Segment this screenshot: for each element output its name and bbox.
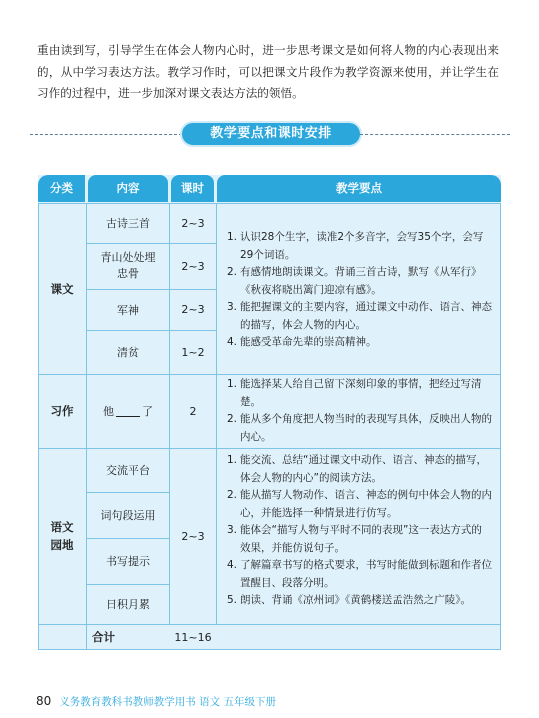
hours-cell: 2 (189, 404, 197, 418)
total-label: 合计 (92, 630, 115, 644)
hours-cell: 2~3 (181, 303, 205, 316)
divider-left (30, 134, 182, 135)
list-item: 4. 能感受革命先辈的崇高精神。 (227, 336, 377, 348)
category-kewen: 课文 (50, 281, 74, 296)
list-item: 5. 朗读、背诵《凉州词》《黄鹤楼送孟浩然之广陵》。 (227, 594, 471, 606)
lesson-table (38, 175, 501, 650)
points-kewen (227, 229, 492, 352)
hours-cell: 2~3 (181, 216, 205, 230)
list-item: 1. 认识28个生字，读准2个多音字，会写35个字，会写29个词语。 (227, 231, 484, 261)
list-item: 1. 能选择某人给自己留下深刻印象的事情，把经过写清楚。 (227, 378, 482, 408)
header-points: 教学要点 (217, 175, 501, 202)
content-suffix: 了 (142, 405, 153, 418)
total-hours: 11~16 (174, 630, 212, 644)
section-title: 教学要点和课时安排 (180, 121, 362, 147)
page-footer (36, 694, 276, 709)
points-xizuo (227, 376, 492, 446)
content-cell: 词句段运用 (100, 509, 156, 522)
blank-line (116, 406, 140, 417)
intro-text: 重由读到写，引导学生在体会人物内心时，进一步思考课文是如何将人物的内心表现出来的，从中学习表达方法。教学习作时，可以把课文片段作为教学资源来使用，并让学生在习作的过程中，进一步加深对课文表达方法的领悟。 (37, 43, 499, 100)
content-cell: 军神 (117, 303, 139, 317)
points-yuwenyuandi (227, 452, 492, 610)
list-item: 3. 能把握课文的主要内容，通过课文中动作、语言、神态的描写，体会人物的内心。 (227, 301, 492, 331)
header-hours: 课时 (171, 175, 214, 202)
list-item: 4. 了解篇章书写的格式要求，书写时能做到标题和作者位置醒目、段落分明。 (227, 559, 492, 589)
footer-text: 义务教育教科书教师教学用书 语文 五年级下册 (59, 696, 276, 708)
list-item: 2. 能从多个角度把人物当时的表现写具体，反映出人物的内心。 (227, 413, 492, 443)
list-item: 3. 能体会“描写人物与平时不同的表现”这一表达方式的效果，并能仿说句子。 (227, 524, 482, 554)
hours-cell: 2~3 (181, 259, 205, 273)
list-item: 2. 有感情地朗读课文。背诵三首古诗，默写《从军行》《秋夜将晓出篱门迎凉有感》。 (227, 266, 482, 296)
content-cell: 古诗三首 (106, 217, 150, 230)
hours-cell: 1~2 (181, 345, 205, 359)
list-item: 1. 能交流、总结“通过课文中动作、语言、神态的描写，体会人物的内心”的阅读方法。 (227, 454, 487, 484)
divider-right (360, 134, 510, 135)
page-number: 80 (36, 694, 52, 708)
category-xizuo: 习作 (50, 404, 74, 418)
content-cell: 书写提示 (106, 555, 150, 568)
grid-line (216, 203, 217, 624)
list-item: 2. 能从描写人物动作、语言、神态的例句中体会人物的内心，并能选择一种情景进行仿写。 (227, 489, 492, 519)
content-cell: 日积月累 (106, 598, 150, 611)
content-cell: 交流平台 (106, 464, 150, 477)
section-header (30, 121, 510, 149)
intro-paragraph (37, 40, 499, 105)
content-cell: 青山处处埋忠骨 (100, 251, 156, 280)
category-yuwenyuandi: 语文园地 (50, 520, 74, 552)
content-cell: 清贫 (117, 346, 139, 359)
hours-cell: 2~3 (181, 529, 205, 543)
content-prefix: 他 (103, 405, 114, 418)
header-category: 分类 (38, 175, 85, 202)
header-content: 内容 (88, 175, 168, 202)
content-cell (87, 374, 169, 448)
